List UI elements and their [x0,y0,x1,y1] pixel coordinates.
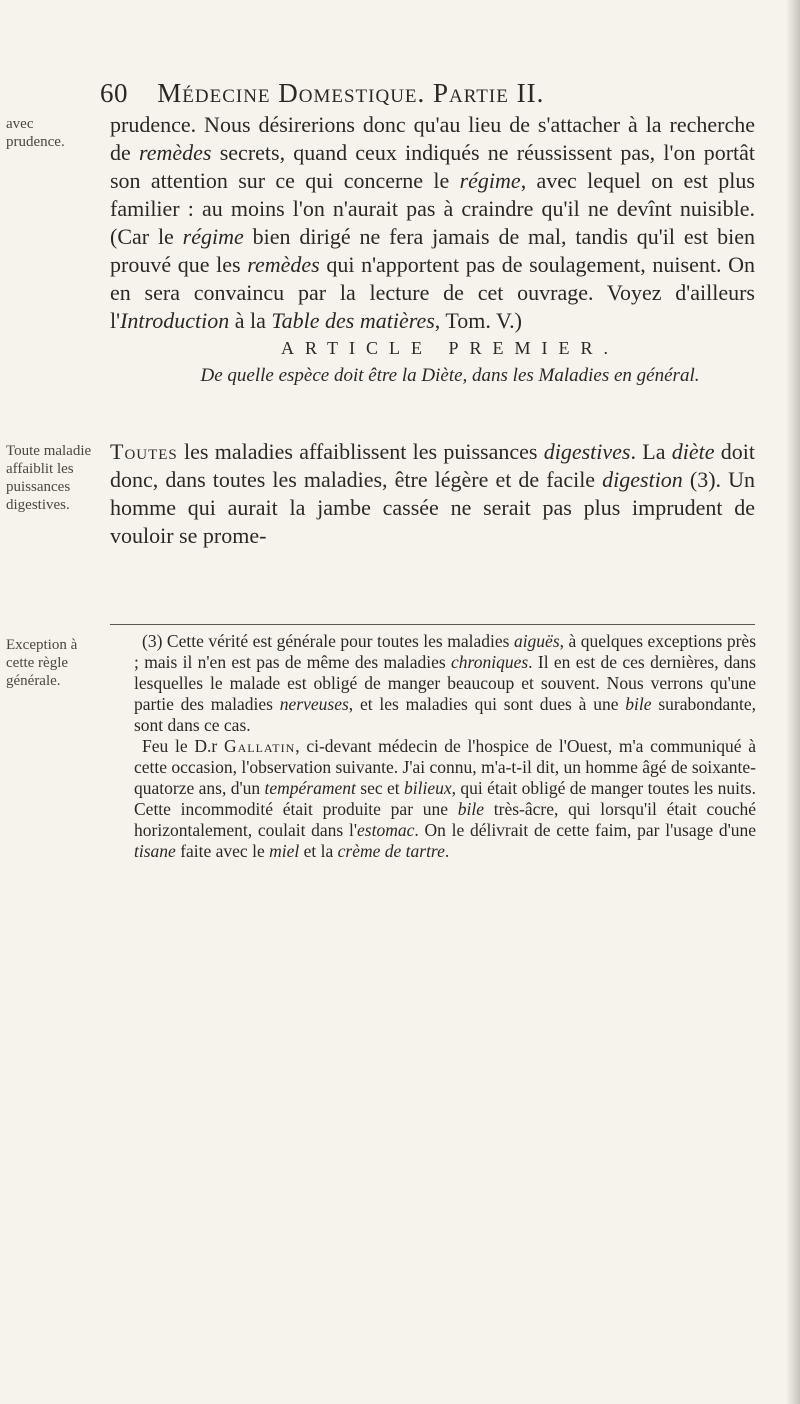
text-run: (3) Cette vérité est générale pour toutes les maladies [142,631,514,651]
text-run: qui n'apportent pas de soulagement, nuisent. On en sera convaincu par la lecture de cet ouvrage. Voyez d'ailleurs l' [110,252,755,333]
text-run: très-âcre, qui lorsqu'il était couché horizontalement, coulait dans l' [134,799,756,840]
margin-note-maladies: Toute maladie affaiblit les puissances digestives. [6,443,92,513]
margin-note-exception: Exception à cette règle générale. [6,637,78,689]
text-run: prudence. Nous désirerions donc qu'au lieu de s'attacher à la recherche de [110,112,755,165]
text-run: , avec lequel on est plus familier : au moins l'on n'aurait pas à craindre qu'il ne devînt nuisible. (Car le [110,168,755,249]
footnote [134,631,756,862]
lead-word: Toutes [110,439,178,464]
paragraph-remedies [110,111,755,335]
footnote-paragraph [134,736,756,862]
italic-run: remèdes [247,252,320,277]
running-header [100,78,760,109]
person-name: Gallatin [223,736,296,756]
text-run: . La [630,439,672,464]
page-header-title: Médecine Domestique. Partie II. [157,78,545,108]
paragraph-maladies [110,438,755,550]
margin-note-prudence: avec prudence. [6,116,65,150]
text-run: . [444,841,450,861]
italic-run: bile [625,694,652,714]
text-run: bien dirigé ne fera jamais de mal, tandis qu'il est bien prouvé que les [110,224,756,277]
text-run: . Il en est de ces dernières, dans lesquelles le malade est obligé de manger beaucoup et souvent. Nous verrons qu'une partie des maladies [134,652,756,714]
italic-run: tempérament [264,778,356,798]
italic-run: régime [182,224,244,249]
italic-run: bile [457,799,485,819]
text-run: , Tom. V.) [434,308,522,333]
text-run: et la [299,841,338,861]
text-run: faite avec le [175,841,270,861]
text-run: , à quelques exceptions près ; mais il n'en est pas de même des maladies [134,631,757,672]
italic-run: digestion [602,467,683,492]
text-run: sec et [355,778,405,798]
text-run: Feu le D.r [142,736,224,756]
italic-run: tisane [134,841,176,861]
italic-run: Table des matières [271,308,435,333]
text-run: . On le délivrait de cette faim, par l'usage d'une [414,820,756,840]
italic-run: crème de tartre [337,841,445,861]
text-run: (3). Un homme qui aurait la jambe cassée ne serait pas plus imprudent de vouloir se prome- [110,467,755,548]
text-run: , et les maladies qui sont dues à une [348,694,626,714]
italic-run: aiguës [513,631,560,651]
italic-run: Introduction [120,308,230,333]
text-run: doit donc, dans toutes les maladies, être légère et de facile [110,439,756,492]
text-run: , ci-devant médecin de l'hospice de l'Ouest, m'a communiqué à cette occasion, l'observation suivante. J'ai connu, m'a-t-il dit, un homme âgé de soixante-quatorze ans, d'un [134,736,756,798]
text-run: à la [229,308,272,333]
italic-run: chroniques [451,652,529,672]
article-subtitle: De quelle espèce doit être la Diète, dans les Maladies en général. [200,365,700,386]
footnote-divider [110,624,755,625]
page-edge-shadow [786,0,800,1404]
italic-run: régime [459,168,521,193]
italic-run: estomac [357,820,415,840]
italic-run: bilieux [404,778,452,798]
italic-run: digestives [543,439,631,464]
page-number: 60 [100,78,128,108]
footnote-paragraph [134,631,756,736]
text-run: , qui était obligé de manger toutes les nuits. Cette incommodité était produite par une [134,778,756,819]
italic-run: miel [269,841,300,861]
text-run: surabondante, sont dans ce cas. [134,694,756,735]
text-run: secrets, quand ceux indiqués ne réussissent pas, l'on portât son attention sur ce qui concerne le [110,140,756,193]
italic-run: remèdes [139,140,212,165]
text-run: les maladies affaiblissent les puissances [177,439,544,464]
italic-run: nerveuses [279,694,349,714]
article-heading: ARTICLE PREMIER. [281,338,619,358]
italic-run: diète [671,439,715,464]
